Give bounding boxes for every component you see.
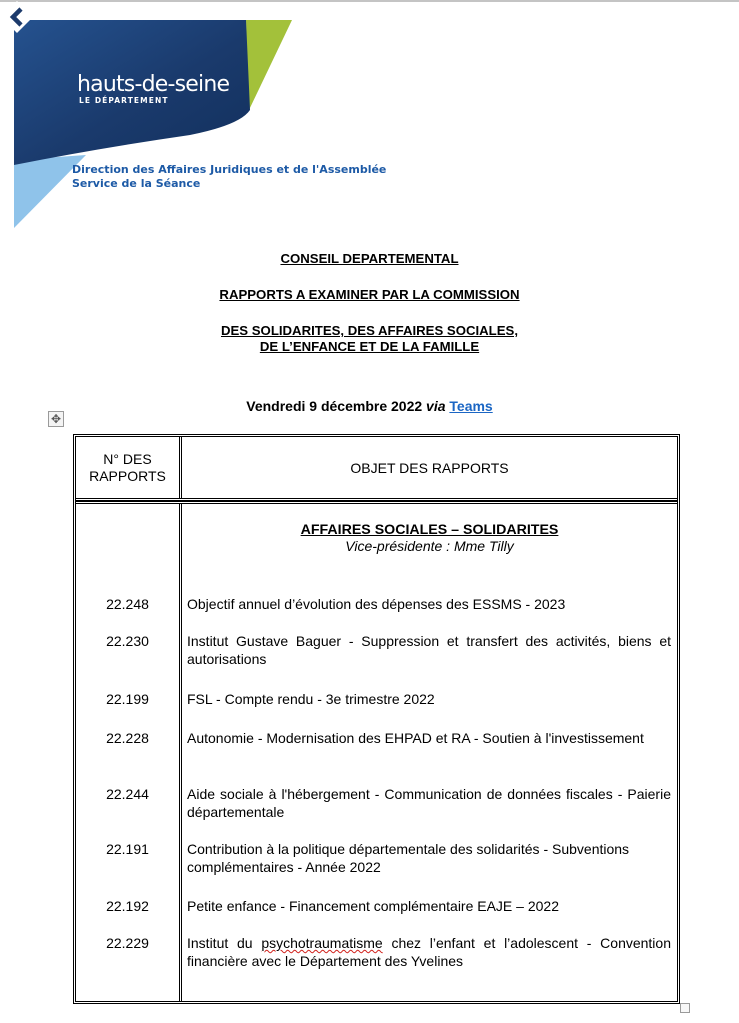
brand-subtitle: LE DÉPARTEMENT [79, 96, 169, 105]
title-commission-line2: DE L’ENFANCE ET DE LA FAMILLE [259, 339, 480, 354]
teams-link[interactable]: Teams [449, 398, 493, 414]
section-vice-president: Vice-présidente : Mme Tilly [345, 538, 514, 554]
header-report-object: OBJET DES RAPPORTS [350, 459, 509, 476]
report-number: 22.191 [106, 841, 149, 857]
table-body-row [76, 501, 677, 1001]
title-rapports: RAPPORTS A EXAMINER PAR LA COMMISSION [219, 287, 520, 302]
direction-label [72, 163, 386, 191]
report-number: 22.192 [106, 898, 149, 914]
date-text: Vendredi 9 décembre 2022 [246, 398, 427, 414]
direction-line: Direction des Affaires Juridiques et de l'Assemblée [72, 163, 387, 176]
report-object: Institut Gustave Baguer - Suppression et transfert des activités, biens et autorisations [187, 633, 671, 667]
report-object: Autonomie - Modernisation des EHPAD et RA - Soutien à l'investissement [187, 730, 644, 746]
report-number: 22.229 [106, 935, 149, 951]
report-object [187, 934, 671, 970]
hauts-de-seine-logo-icon [0, 0, 34, 34]
report-number: 22.199 [106, 691, 149, 707]
report-number: 22.228 [106, 730, 149, 746]
title-conseil: CONSEIL DEPARTEMENTAL [280, 251, 459, 266]
report-number: 22.230 [106, 633, 149, 649]
table-move-handle-icon[interactable]: ✥ [48, 411, 64, 427]
misspelled-word[interactable]: psychotraumatisme [261, 935, 383, 951]
report-number: 22.244 [106, 786, 149, 802]
report-object: Aide sociale à l'hébergement - Communication de données fiscales - Paierie départementale [187, 786, 671, 820]
report-object: Contribution à la politique départementale des solidarités - Subventions complémentaires - Année 2022 [187, 841, 630, 875]
report-object: Objectif annuel d’évolution des dépenses des ESSMS - 2023 [187, 596, 566, 612]
header-report-number [76, 437, 182, 498]
header-num-line1: N° DES [103, 450, 152, 467]
logo-banner-shape [0, 0, 420, 240]
via-text: via [426, 398, 446, 414]
brand-name: hauts-de-seine [77, 72, 230, 97]
reports-table [73, 434, 680, 1004]
header-num-line2: RAPPORTS [89, 467, 166, 484]
report-object: Petite enfance - Financement complémentaire EAJE – 2022 [187, 898, 559, 914]
report-object-pre: Institut du [187, 935, 262, 951]
section-title: AFFAIRES SOCIALES – SOLIDARITES [300, 522, 559, 538]
service-line: Service de la Séance [72, 177, 201, 190]
table-resize-handle[interactable] [680, 1003, 690, 1013]
title-commission-line1: DES SOLIDARITES, DES AFFAIRES SOCIALES, [220, 323, 518, 338]
report-number: 22.248 [106, 596, 149, 612]
report-object: FSL - Compte rendu - 3e trimestre 2022 [187, 691, 435, 707]
report-object-post: chez l’enfant et l’adolescent - Convention financière avec le Département des Yvelines [187, 935, 671, 969]
table-header-row [76, 437, 677, 501]
meeting-date [0, 398, 739, 414]
logo-header [0, 0, 420, 240]
column-divider [179, 504, 182, 1001]
